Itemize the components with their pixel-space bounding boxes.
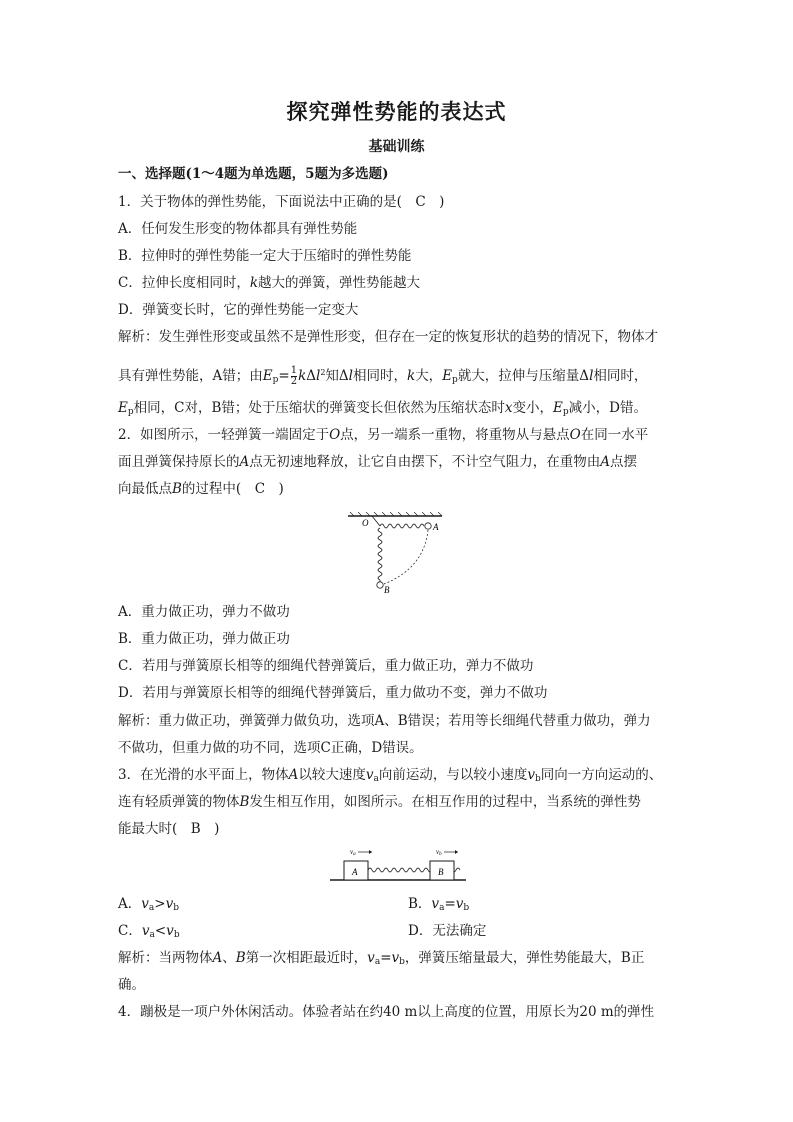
question-3-option-a: A．$v_a>v_b$ [118, 896, 179, 913]
swing-path [384, 530, 428, 584]
question-3-option-c: C．$v_a<v_b$ [118, 923, 180, 940]
question-1-explanation-line-1: 解析：发生弹性形变或虽然不是弹性形变，但存在一定的恢复形状的趋势的情况下，物体才 [118, 329, 658, 345]
question-2-option-c: C．若用与弹簧原长相等的细绳代替弹簧后，重力做正功，弹力不做功 [118, 658, 534, 674]
velocity-a-label: va [350, 848, 356, 857]
velocity-b-label: vb [436, 848, 442, 857]
velocity-a-arrowhead [369, 850, 372, 854]
question-1-option-b: B．拉伸时的弹性势能一定大于压缩时的弹性势能 [118, 248, 412, 264]
two-block-spring-figure [328, 846, 468, 886]
question-2-stem-line-1: 2．如图所示，一轻弹簧一端固定于O点，另一端系一重物，将重物从与悬点O在同一水平 [118, 427, 649, 443]
velocity-b-arrowhead [455, 850, 458, 854]
question-1-option-d: D．弹簧变长时，它的弹性势能一定变大 [118, 302, 359, 318]
question-4-stem-line-1: 4．蹦极是一项户外休闲活动。体验者站在约40 m以上高度的位置，用原长为20 m的弹性 [118, 1004, 655, 1020]
question-2-explanation-line-2: 不做功，但重力做的功不同，选项C正确，D错误。 [118, 740, 423, 756]
question-1-stem: 1．关于物体的弹性势能，下面说法中正确的是( C ) [118, 194, 445, 210]
question-1-explanation-line-2: 具有弹性势能，A错；由$E_p=$ $\frac{1}{2}$ kΔl$^2$知Δl相同时，k大，$E_p$就大，拉伸与压缩量Δl相同时， [118, 365, 648, 387]
question-2-stem-line-3: 向最低点B的过程中( C ) [118, 481, 284, 497]
question-3-stem-line-2: 连有轻质弹簧的物体B发生相互作用，如图所示。在相互作用的过程中，当系统的弹性势 [118, 794, 641, 810]
pivot-link [372, 516, 380, 526]
question-1-option-a: A．任何发生形变的物体都具有弹性势能 [118, 221, 358, 237]
label-a: A [433, 522, 439, 532]
question-1-explanation-line-3: $E_p$相同，C对，B错；处于压缩状的弹簧变长但依然为压缩状态时x变小，$E_p$减小，D错。 [118, 400, 647, 417]
question-3-explanation-line-2: 确。 [118, 977, 145, 993]
question-2-explanation-line-1: 解析：重力做正功，弹簧弹力做负功，选项A、B错误；若用等长细绳代替重力做功，弹力 [118, 713, 651, 729]
block-a-label: A [352, 867, 358, 877]
block-b-label: B [438, 867, 444, 877]
section-heading: 一、选择题(1～4题为单选题，5题为多选题) [118, 166, 389, 182]
mass-b [377, 582, 383, 588]
mass-a [425, 523, 431, 529]
question-3-option-d: D．无法确定 [408, 923, 487, 939]
question-3-stem-line-3: 能最大时( B ) [118, 821, 220, 837]
label-o: O [362, 518, 369, 528]
question-3-stem-line-1: 3．在光滑的水平面上，物体A以较大速度$v_a$向前运动，与以较小速度$v_b$同向一方向运动的、 [118, 767, 663, 784]
question-3-explanation-line-1: 解析：当两物体A、B第一次相距最近时，$v_a=v_b$，弹簧压缩量最大，弹性势能最大，B正 [118, 950, 645, 967]
question-2-option-b: B．重力做正功，弹力做正功 [118, 631, 290, 647]
page-title: 探究弹性势能的表达式 [286, 99, 507, 124]
question-2-option-d: D．若用与弹簧原长相等的细绳代替弹簧后，重力做功不变，弹力不做功 [118, 685, 548, 701]
spring-pendulum-figure [340, 508, 450, 596]
question-2-option-a: A．重力做正功，弹力不做功 [118, 604, 290, 620]
question-2-stem-line-2: 面且弹簧保持原长的A点无初速地释放，让它自由摆下，不计空气阻力，在重物由A点摆 [118, 454, 637, 470]
horizontal-spring [380, 524, 424, 528]
label-b: B [384, 585, 390, 595]
vertical-spring [378, 528, 382, 580]
section-subtitle: 基础训练 [368, 139, 425, 155]
question-1-option-c: C．拉伸长度相同时，k越大的弹簧，弹性势能越大 [118, 275, 421, 291]
question-3-option-b: B．$v_a=v_b$ [408, 896, 470, 913]
